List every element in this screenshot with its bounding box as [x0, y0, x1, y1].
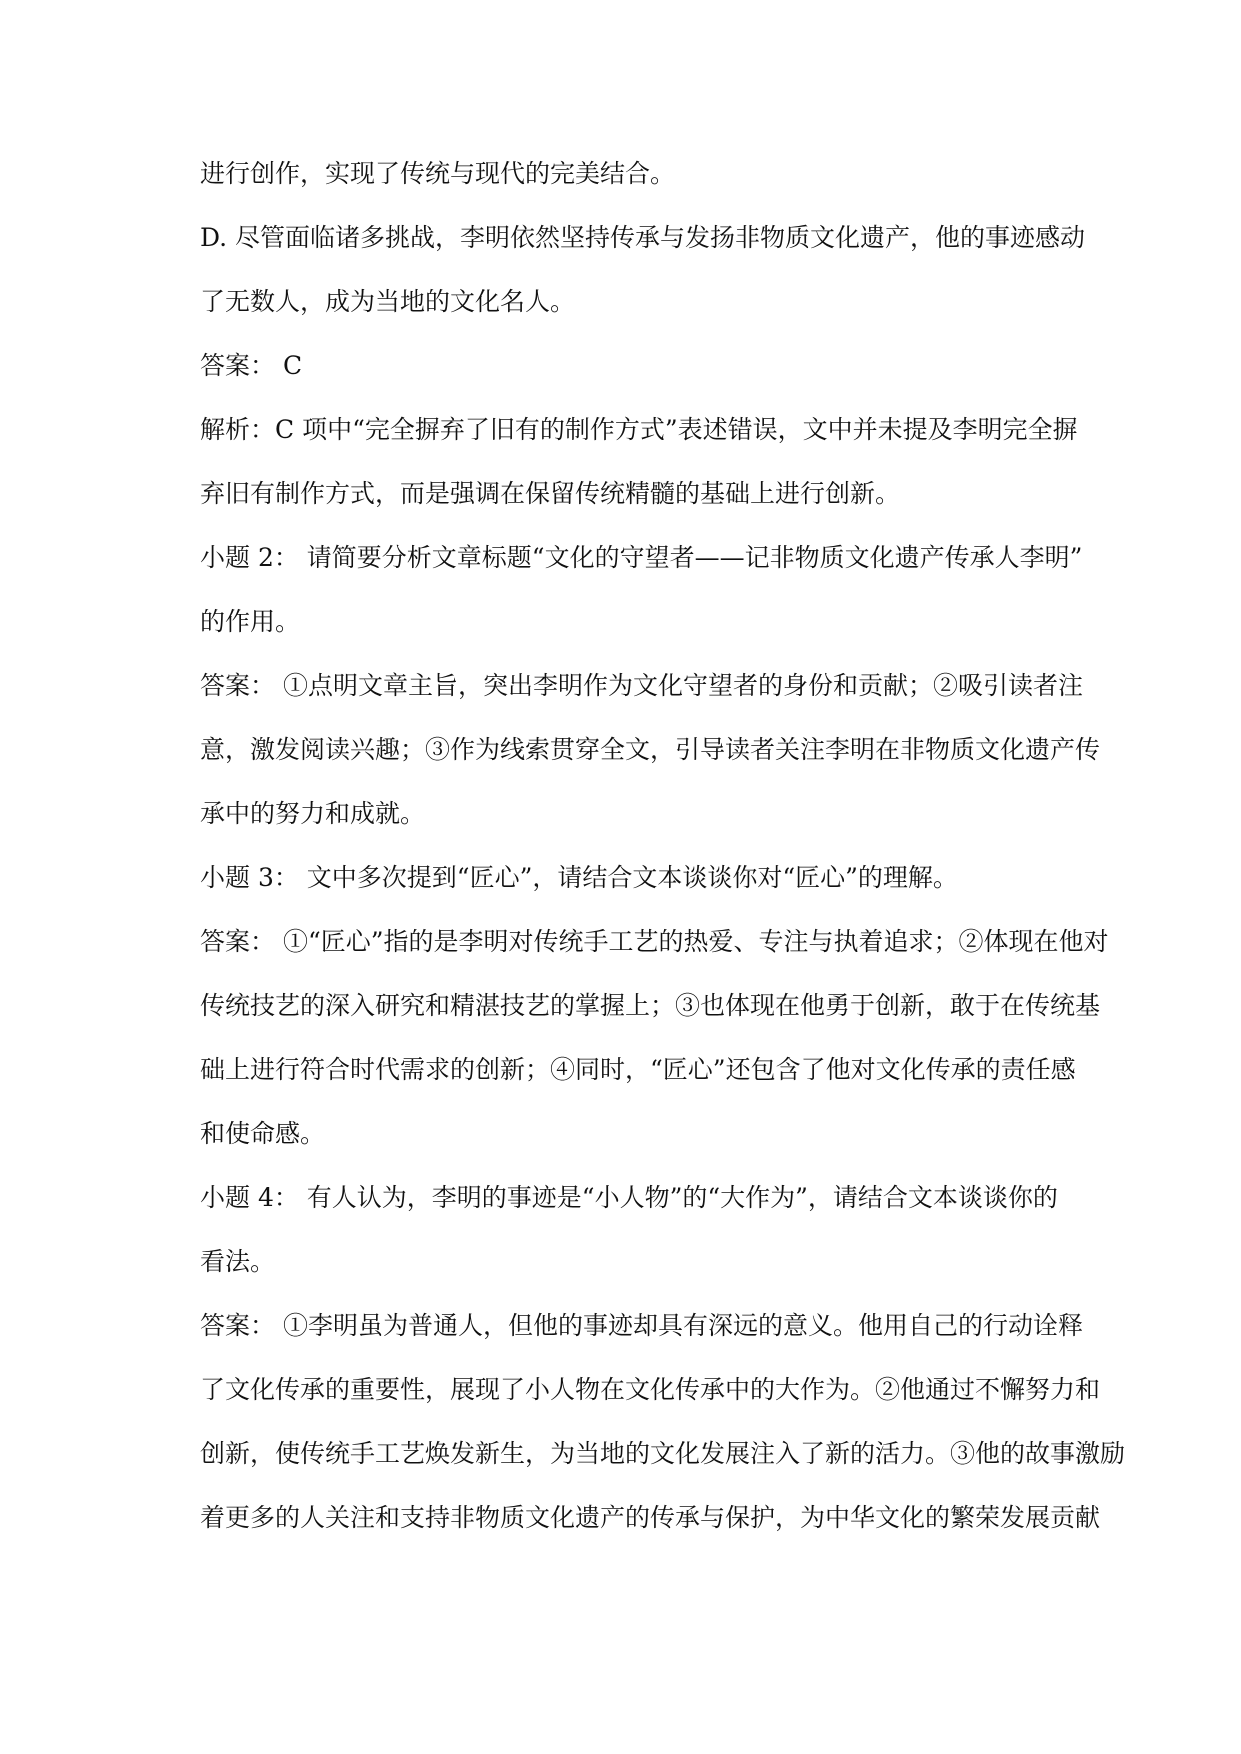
- text-line: 小题 2： 请简要分析文章标题“文化的守望者——记非物质文化遗产传承人李明”: [200, 543, 1083, 572]
- text-line: 了文化传承的重要性，展现了小人物在文化传承中的大作为。②他通过不懈努力和: [200, 1375, 1101, 1404]
- text-line: 解析：C 项中“完全摒弃了旧有的制作方式”表述错误，文中并未提及李明完全摒: [200, 415, 1078, 444]
- text-line: 承中的努力和成就。: [200, 799, 426, 828]
- text-line: 答案： ①“匠心”指的是李明对传统手工艺的热爱、专注与执着追求；②体现在他对: [200, 927, 1109, 956]
- text-line: 答案： C: [200, 351, 303, 380]
- text-line: 创新，使传统手工艺焕发新生，为当地的文化发展注入了新的活力。③他的故事激励: [200, 1439, 1126, 1468]
- text-line: 意，激发阅读兴趣；③作为线索贯穿全文，引导读者关注李明在非物质文化遗产传: [200, 735, 1101, 764]
- text-line: 着更多的人关注和支持非物质文化遗产的传承与保护，为中华文化的繁荣发展贡献: [200, 1503, 1101, 1532]
- text-line: 答案： ①李明虽为普通人，但他的事迹却具有深远的意义。他用自己的行动诠释: [200, 1311, 1083, 1340]
- text-line: 的作用。: [200, 607, 301, 636]
- text-line: 弃旧有制作方式，而是强调在保留传统精髓的基础上进行创新。: [200, 479, 901, 508]
- text-line: D. 尽管面临诸多挑战，李明依然坚持传承与发扬非物质文化遗产，他的事迹感动: [200, 223, 1086, 252]
- text-line: 答案： ①点明文章主旨，突出李明作为文化守望者的身份和贡献；②吸引读者注: [200, 671, 1083, 700]
- text-line: 进行创作，实现了传统与现代的完美结合。: [200, 159, 676, 188]
- document-body: [200, 142, 1126, 1550]
- text-line: 小题 4： 有人认为，李明的事迹是“小人物”的“大作为”，请结合文本谈谈你的: [200, 1183, 1058, 1212]
- text-line: 了无数人，成为当地的文化名人。: [200, 287, 576, 316]
- text-line: 小题 3： 文中多次提到“匠心”，请结合文本谈谈你对“匠心”的理解。: [200, 863, 958, 892]
- text-line: 础上进行符合时代需求的创新；④同时，“匠心”还包含了他对文化传承的责任感: [200, 1055, 1076, 1084]
- text-line: 传统技艺的深入研究和精湛技艺的掌握上；③也体现在他勇于创新，敢于在传统基: [200, 991, 1101, 1020]
- text-line: 和使命感。: [200, 1119, 326, 1148]
- text-line: 看法。: [200, 1247, 276, 1276]
